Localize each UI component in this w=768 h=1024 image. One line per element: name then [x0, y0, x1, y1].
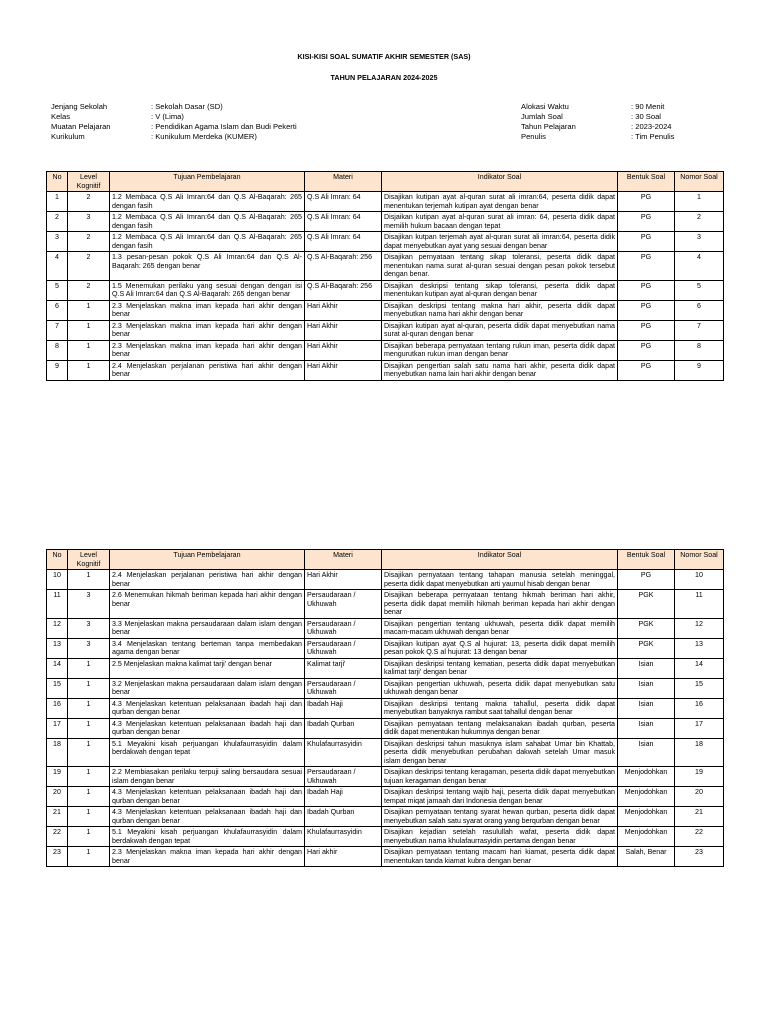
cell-materi: Khulafaurrasyidin	[305, 827, 382, 847]
cell-nomor: 15	[675, 678, 724, 698]
blueprint-table-1	[46, 171, 724, 381]
cell-nomor: 13	[675, 638, 724, 658]
cell-bentuk: Menjodohkan	[618, 827, 675, 847]
cell-tujuan: 3.2 Menjelaskan makna persaudaraan dalam islam dengan benar	[110, 678, 305, 698]
cell-no: 8	[47, 340, 68, 360]
cell-tujuan: 2.4 Menjelaskan perjalanan peristiwa hari akhir dengan benar	[110, 360, 305, 380]
cell-materi: Hari Akhir	[305, 570, 382, 590]
cell-materi: Q.S Al-Baqarah: 256	[305, 280, 382, 300]
cell-materi: Persaudaraan / Ukhuwah	[305, 767, 382, 787]
cell-no: 16	[47, 698, 68, 718]
cell-level: 1	[68, 658, 110, 678]
cell-level: 1	[68, 320, 110, 340]
cell-level: 1	[68, 787, 110, 807]
cell-bentuk: PG	[618, 300, 675, 320]
cell-tujuan: 3.4 Menjelaskan tentang berteman tanpa membedakan agama dengan benar	[110, 638, 305, 658]
info-label: Kelas	[51, 112, 70, 121]
header-bentuk: Bentuk Soal	[618, 550, 675, 570]
info-row	[51, 122, 297, 132]
cell-bentuk: Isian	[618, 678, 675, 698]
cell-bentuk: PGK	[618, 590, 675, 619]
header-no: No	[47, 550, 68, 570]
cell-materi: Q.S Ali Imran: 64	[305, 192, 382, 212]
cell-indikator: Disajikan kutipan ayat al-quran surat ali imran:64, peserta didik dapat menentukan terjemah kutipan ayat dengan benar	[382, 192, 618, 212]
cell-no: 19	[47, 767, 68, 787]
cell-materi: Hari Akhir	[305, 340, 382, 360]
cell-tujuan: 1.5 Menemukan perilaku yang sesuai dengan dengan isi Q.S Ali Imran:64 dan Q.S Al-Baqarah: 265 dengan benar	[110, 280, 305, 300]
table-row	[47, 638, 724, 658]
cell-no: 14	[47, 658, 68, 678]
cell-bentuk: Isian	[618, 738, 675, 767]
cell-no: 4	[47, 252, 68, 281]
cell-nomor: 20	[675, 787, 724, 807]
cell-nomor: 16	[675, 698, 724, 718]
cell-bentuk: Isian	[618, 658, 675, 678]
table-row	[47, 847, 724, 867]
header-materi: Materi	[305, 550, 382, 570]
cell-bentuk: PG	[618, 212, 675, 232]
header-nomor: Nomor Soal	[675, 172, 724, 192]
cell-no: 17	[47, 718, 68, 738]
table-header-row	[47, 172, 724, 192]
info-row	[51, 132, 297, 142]
cell-nomor: 22	[675, 827, 724, 847]
info-label: Tahun Pelajaran	[521, 122, 576, 131]
cell-level: 1	[68, 360, 110, 380]
cell-no: 12	[47, 618, 68, 638]
cell-materi: Hari Akhir	[305, 300, 382, 320]
cell-bentuk: PG	[618, 232, 675, 252]
info-label: Kurikulum	[51, 132, 85, 141]
cell-bentuk: Isian	[618, 698, 675, 718]
table-row	[47, 360, 724, 380]
info-right	[521, 102, 674, 142]
header-indikator: Indikator Soal	[382, 550, 618, 570]
cell-nomor: 14	[675, 658, 724, 678]
cell-tujuan: 2.3 Menjelaskan makna iman kepada hari akhir dengan benar	[110, 340, 305, 360]
cell-materi: Q.S Al-Baqarah: 256	[305, 252, 382, 281]
info-row	[51, 112, 297, 122]
cell-nomor: 11	[675, 590, 724, 619]
info-value: : Pendidikan Agama Islam dan Budi Pekerti	[151, 122, 297, 131]
cell-no: 15	[47, 678, 68, 698]
cell-level: 2	[68, 232, 110, 252]
cell-materi: Ibadah Qurban	[305, 807, 382, 827]
table-row	[47, 827, 724, 847]
cell-materi: Hari Akhir	[305, 320, 382, 340]
cell-materi: Q.S Ali Imran: 64	[305, 212, 382, 232]
cell-no: 1	[47, 192, 68, 212]
document-title: KISI-KISI SOAL SUMATIF AKHIR SEMESTER (SAS)	[297, 52, 471, 61]
info-row	[521, 102, 674, 112]
cell-bentuk: Isian	[618, 718, 675, 738]
cell-materi: Persaudaraan / Ukhuwah	[305, 590, 382, 619]
cell-indikator: Disajikan beberapa pernyataan tentang hikmah beriman hari akhir, peserta didik dapat memilih hikmah beriman kepada hari akhir dengan benar	[382, 590, 618, 619]
cell-nomor: 19	[675, 767, 724, 787]
cell-materi: Hari akhir	[305, 847, 382, 867]
cell-tujuan: 1.3 pesan-pesan pokok Q.S Ali Imran:64 dan Q.S Al-Baqarah: 265 dengan benar	[110, 252, 305, 281]
table-row	[47, 618, 724, 638]
cell-level: 2	[68, 252, 110, 281]
info-label: Jenjang Sekolah	[51, 102, 108, 111]
cell-nomor: 2	[675, 212, 724, 232]
cell-no: 3	[47, 232, 68, 252]
cell-no: 11	[47, 590, 68, 619]
cell-level: 3	[68, 618, 110, 638]
info-left	[51, 102, 297, 142]
cell-level: 1	[68, 340, 110, 360]
info-row	[521, 122, 674, 132]
info-value: : Tim Penulis	[631, 132, 675, 141]
cell-no: 13	[47, 638, 68, 658]
table-header-row	[47, 550, 724, 570]
cell-materi: Persaudaraan / Ukhuwah	[305, 638, 382, 658]
cell-nomor: 5	[675, 280, 724, 300]
cell-materi: Khulafaurrasyidin	[305, 738, 382, 767]
cell-level: 1	[68, 678, 110, 698]
cell-bentuk: PG	[618, 570, 675, 590]
cell-nomor: 6	[675, 300, 724, 320]
cell-bentuk: Menjodohkan	[618, 807, 675, 827]
table-row	[47, 340, 724, 360]
cell-no: 9	[47, 360, 68, 380]
cell-indikator: Disajikan deskripsi tentang sikap toleransi, peserta didik dapat menentukan kutipan ayat al-quran dengan benar	[382, 280, 618, 300]
cell-level: 1	[68, 738, 110, 767]
cell-tujuan: 3.3 Menjelaskan makna persaudaraan dalam islam dengan benar	[110, 618, 305, 638]
table-row	[47, 212, 724, 232]
document-subtitle: TAHUN PELAJARAN 2024-2025	[330, 73, 438, 82]
header-nomor: Nomor Soal	[675, 550, 724, 570]
cell-indikator: Disajikan pernyataan tentang tahapan manusia setelah meninggal, peserta didik dapat menyebutkan arti yaumul hisab dengan benar	[382, 570, 618, 590]
header-tujuan: Tujuan Pembelajaran	[110, 172, 305, 192]
table-row	[47, 698, 724, 718]
cell-materi: Ibadah Haji	[305, 787, 382, 807]
table-row	[47, 658, 724, 678]
cell-indikator: Disjaikan kutipan ayat al-quran surat ali imran: 64, peserta didik dapat memilih hukum bacaan dengan tepat	[382, 212, 618, 232]
cell-level: 3	[68, 638, 110, 658]
cell-nomor: 1	[675, 192, 724, 212]
cell-no: 2	[47, 212, 68, 232]
cell-indikator: Disajikan pengertian tentang ukhuwah, peserta didik dapat memilih macam-macam ukhuwah dengan benar	[382, 618, 618, 638]
table-row	[47, 738, 724, 767]
cell-level: 1	[68, 767, 110, 787]
info-label: Jumlah Soal	[521, 112, 563, 121]
cell-nomor: 23	[675, 847, 724, 867]
cell-indikator: Disajikan pernyataan tentang macam hari kiamat, peserta didik dapat menentukan tanda kiamat kubra dengan benar	[382, 847, 618, 867]
info-value: : V (Lima)	[151, 112, 184, 121]
header-indikator: Indikator Soal	[382, 172, 618, 192]
info-label: Alokasi Waktu	[521, 102, 569, 111]
cell-materi: Hari Akhir	[305, 360, 382, 380]
cell-indikator: Disajikan pengertian salah satu nama hari akhir, peserta didik dapat menyebutkan nama lain hari akhir dengan benar	[382, 360, 618, 380]
header-bentuk: Bentuk Soal	[618, 172, 675, 192]
cell-nomor: 21	[675, 807, 724, 827]
cell-level: 1	[68, 847, 110, 867]
table-row	[47, 590, 724, 619]
cell-tujuan: 5.1 Meyakini kisah perjuangan khulafaurrasyidin dalam berdakwah dengan tepat	[110, 827, 305, 847]
cell-bentuk: Menjodohkan	[618, 787, 675, 807]
cell-indikator: Disajikan kutipan ayat al-quran, peserta didik dapat menyebutkan nama surat al-quran dengan benar	[382, 320, 618, 340]
cell-nomor: 3	[675, 232, 724, 252]
info-label: Muatan Pelajaran	[51, 122, 111, 131]
cell-bentuk: PGK	[618, 618, 675, 638]
cell-no: 20	[47, 787, 68, 807]
cell-level: 1	[68, 300, 110, 320]
cell-no: 10	[47, 570, 68, 590]
cell-tujuan: 5.1 Meyakini kisah perjuangan khulafaurrasyidin dalam berdakwah dengan tepat	[110, 738, 305, 767]
table-row	[47, 280, 724, 300]
cell-tujuan: 4.3 Menjelaskan ketentuan pelaksanaan ibadah haji dan qurban dengan benar	[110, 698, 305, 718]
cell-no: 7	[47, 320, 68, 340]
cell-bentuk: PG	[618, 252, 675, 281]
table-row	[47, 300, 724, 320]
cell-level: 1	[68, 698, 110, 718]
cell-no: 6	[47, 300, 68, 320]
cell-no: 5	[47, 280, 68, 300]
cell-no: 18	[47, 738, 68, 767]
cell-tujuan: 2.3 Menjelaskan makna iman kepada hari akhir dengan benar	[110, 320, 305, 340]
cell-no: 22	[47, 827, 68, 847]
cell-bentuk: Menjodohkan	[618, 767, 675, 787]
info-value: : 30 Soal	[631, 112, 661, 121]
table-row	[47, 232, 724, 252]
cell-no: 23	[47, 847, 68, 867]
cell-nomor: 8	[675, 340, 724, 360]
cell-materi: Kalimat tarji'	[305, 658, 382, 678]
cell-materi: Q.S Ali Imran: 64	[305, 232, 382, 252]
cell-bentuk: PG	[618, 340, 675, 360]
header-no: No	[47, 172, 68, 192]
cell-tujuan: 2.2 Membiasakan perilaku terpuji saling bersaudara sesuai islam dengan benar	[110, 767, 305, 787]
cell-indikator: Disajikan kutipan ayat Q.S al hujurat: 13, peserta didik dapat memilih pesan pokok Q.S al hujurat: 13 dengan benar	[382, 638, 618, 658]
info-value: : Sekolah Dasar (SD)	[151, 102, 223, 111]
cell-tujuan: 2.5 Menjelaskan makna kalimat tarji' dengan benar	[110, 658, 305, 678]
cell-bentuk: PG	[618, 280, 675, 300]
cell-level: 2	[68, 192, 110, 212]
table-row	[47, 718, 724, 738]
cell-materi: Ibadah Haji	[305, 698, 382, 718]
cell-no: 21	[47, 807, 68, 827]
table-row	[47, 807, 724, 827]
header-level: Level Kognitif	[68, 172, 110, 192]
info-value: : 90 Menit	[631, 102, 665, 111]
blueprint-table-2	[46, 549, 724, 867]
cell-indikator: Disajikan kutpan terjemah ayat al-quran surat ali imran:64, peserta didik dapat menyebutkan ayat yang sesuai dengan benar	[382, 232, 618, 252]
cell-indikator: Disajikan deskripsi tahun masuknya islam sahabat Umar bin Khattab, peserta didik menyebutkan perubahan dakwah setelah Umar masuk islam dengan benar	[382, 738, 618, 767]
cell-materi: Persaudaraan / Ukhuwah	[305, 678, 382, 698]
cell-nomor: 7	[675, 320, 724, 340]
cell-indikator: Disajikan pernyataan tentang syarat hewan qurban, peserta didik dapat menyebutkan salah satu syarat orang yang berqurban dengan benar	[382, 807, 618, 827]
cell-indikator: Disajikan deskripsi tentang wajib haji, peserta didik dapat menyebutkan tempat miqat jamaah dari Indonesia dengan benar	[382, 787, 618, 807]
info-label: Penulis	[521, 132, 546, 141]
cell-level: 2	[68, 280, 110, 300]
cell-nomor: 9	[675, 360, 724, 380]
info-value: : Kunikulum Merdeka (KUMER)	[151, 132, 257, 141]
cell-indikator: Disajikan pengertian ukhuwah, peserta didik dapat menyebutkan satu ukhuwah dengan benar	[382, 678, 618, 698]
cell-materi: Ibadah Qurban	[305, 718, 382, 738]
cell-tujuan: 1.2 Membaca Q.S Ali Imran:64 dan Q.S Al-Baqarah: 265 dengan fasih	[110, 232, 305, 252]
cell-indikator: Disajikan deskripsi tentang kematian, peserta didik dapat menyebutkan kalimat tarji' dengan benar	[382, 658, 618, 678]
header-materi: Materi	[305, 172, 382, 192]
table-row	[47, 320, 724, 340]
info-row	[521, 132, 674, 142]
cell-tujuan: 4.3 Menjelaskan ketentuan pelaksanaan ibadah haji dan qurban dengan benar	[110, 787, 305, 807]
cell-tujuan: 2.3 Menjelaskan makna iman kepada hari akhir dengan benar	[110, 847, 305, 867]
table-row	[47, 192, 724, 212]
table-row	[47, 787, 724, 807]
header-level: Level Kognitif	[68, 550, 110, 570]
cell-nomor: 4	[675, 252, 724, 281]
cell-tujuan: 2.6 Menemukan hikmah beriman kepada hari akhir dengan benar	[110, 590, 305, 619]
cell-nomor: 18	[675, 738, 724, 767]
cell-bentuk: PG	[618, 192, 675, 212]
info-value: : 2023-2024	[631, 122, 672, 131]
cell-indikator: Disajikan beberapa pernyataan tentang rukun iman, peserta didik dapat mengurutkan rukun iman dengan benar	[382, 340, 618, 360]
cell-nomor: 10	[675, 570, 724, 590]
cell-tujuan: 2.3 Menjelaskan makna iman kepada hari akhir dengan benar	[110, 300, 305, 320]
cell-tujuan: 1.2 Membaca Q.S Ali Imran:64 dan Q.S Al-Baqarah: 265 dengan fasih	[110, 192, 305, 212]
info-row	[51, 102, 297, 112]
header-tujuan: Tujuan Pembelajaran	[110, 550, 305, 570]
cell-tujuan: 2.4 Menjelaskan perjalanan peristiwa hari akhir dengan benar	[110, 570, 305, 590]
cell-indikator: Disajikan deskripsi tentang keragaman, peserta didik dapat menyebutkan tujuan keragaman dengan benar	[382, 767, 618, 787]
cell-tujuan: 1.2 Membaca Q.S Ali Imran:64 dan Q.S Al-Baqarah: 265 dengan fasih	[110, 212, 305, 232]
cell-bentuk: PG	[618, 320, 675, 340]
cell-nomor: 17	[675, 718, 724, 738]
cell-indikator: Disajikan deskripsi tentang makna hari akhir, peserta didik dapat menyebutkan nama hari akhir dengan benar	[382, 300, 618, 320]
cell-indikator: Disajikan kejadian setelah rasulullah wafat, peserta didik dapat menyebutkan nama khulafaurrasyidin pertama dengan benar	[382, 827, 618, 847]
table-row	[47, 678, 724, 698]
cell-bentuk: Salah, Benar	[618, 847, 675, 867]
cell-indikator: Disajikan pernyataan tentang melaksanakan ibadah qurban, peserta didik dapat menentukan hukumnya dengan benar	[382, 718, 618, 738]
cell-bentuk: PG	[618, 360, 675, 380]
cell-level: 3	[68, 212, 110, 232]
cell-bentuk: PGK	[618, 638, 675, 658]
cell-level: 1	[68, 827, 110, 847]
cell-level: 1	[68, 570, 110, 590]
info-row	[521, 112, 674, 122]
table-row	[47, 767, 724, 787]
cell-level: 3	[68, 590, 110, 619]
cell-materi: Persaudaraan / Ukhuwah	[305, 618, 382, 638]
table-row	[47, 570, 724, 590]
cell-tujuan: 4.3 Menjelaskan ketentuan pelaksanaan ibadah haji dan qurban dengan benar	[110, 718, 305, 738]
table-row	[47, 252, 724, 281]
cell-indikator: Disajikan pernyataan tentang sikap toleransi, peserta didik dapat menentukan nama surat al-quran sesuai dengan pesan pokok tersebut dengan benar.	[382, 252, 618, 281]
cell-level: 1	[68, 807, 110, 827]
cell-tujuan: 4.3 Menjelaskan ketentuan pelaksanaan ibadah haji dan qurban dengan benar	[110, 807, 305, 827]
cell-level: 1	[68, 718, 110, 738]
cell-indikator: Disajikan deskripsi tentang makna tahallul, peserta didik dapat menyebutkan banyaknya rambut saat tahallul dengan benar	[382, 698, 618, 718]
cell-nomor: 12	[675, 618, 724, 638]
